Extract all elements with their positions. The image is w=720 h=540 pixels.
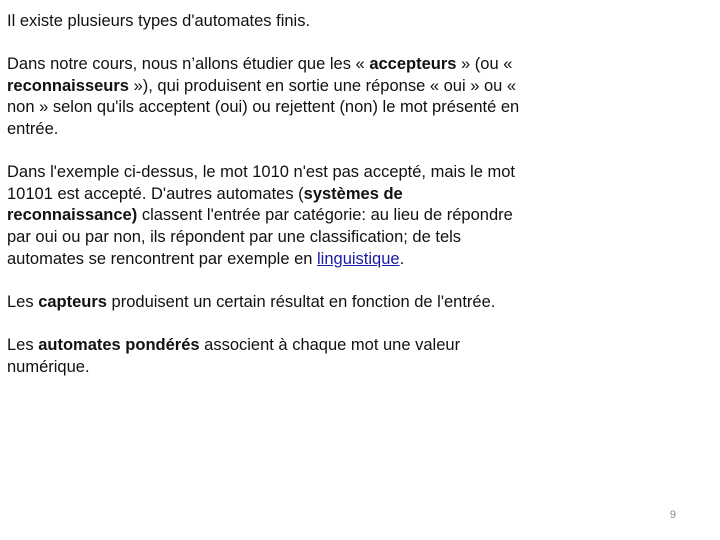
paragraph-intro-text: Il existe plusieurs types d'automates finis. <box>7 12 311 30</box>
text-segment: Dans l'exemple ci-dessus, le mot 1010 n'est pas accepté, mais le mot 10101 est accepté. D'autres automates ( <box>7 163 515 203</box>
text-segment: » (ou « <box>456 55 513 74</box>
text-segment: Les <box>7 292 39 311</box>
paragraph-ponderes <box>7 335 537 378</box>
paragraph-capteurs <box>7 292 537 314</box>
text-segment: Les <box>7 335 39 354</box>
page-number: 9 <box>669 509 676 521</box>
text-segment: »), qui produisent en sortie une réponse « oui » ou « non » selon qu'ils acceptent (oui) ou rejettent (non) le mot présenté en entrée. <box>7 76 520 138</box>
text-segment: Dans notre cours, nous n’allons étudier que les « <box>7 55 370 74</box>
term-systemes-reconnaissance: systèmes de reconnaissance) <box>7 184 403 225</box>
paragraph-accepteurs <box>7 54 537 140</box>
linguistique-link[interactable]: linguistique <box>317 249 400 268</box>
term-capteurs: capteurs <box>38 292 107 311</box>
slide-content <box>7 11 537 400</box>
paragraph-intro <box>7 11 537 33</box>
paragraph-exemple <box>7 162 537 270</box>
term-accepteurs: accepteurs <box>369 55 457 74</box>
term-reconnaisseurs: reconnaisseurs <box>7 76 129 95</box>
term-automates-ponderes: automates pondérés <box>38 335 200 354</box>
text-segment: produisent un certain résultat en fonction de l'entrée. <box>106 292 496 311</box>
text-segment: classent l'entrée par catégorie: au lieu de répondre par oui ou par non, ils répondent par une classification; de tels automates se rencontrent par exemple en <box>7 206 513 268</box>
text-segment: associent à chaque mot une valeur numérique. <box>7 335 461 376</box>
text-segment: . <box>399 249 405 268</box>
